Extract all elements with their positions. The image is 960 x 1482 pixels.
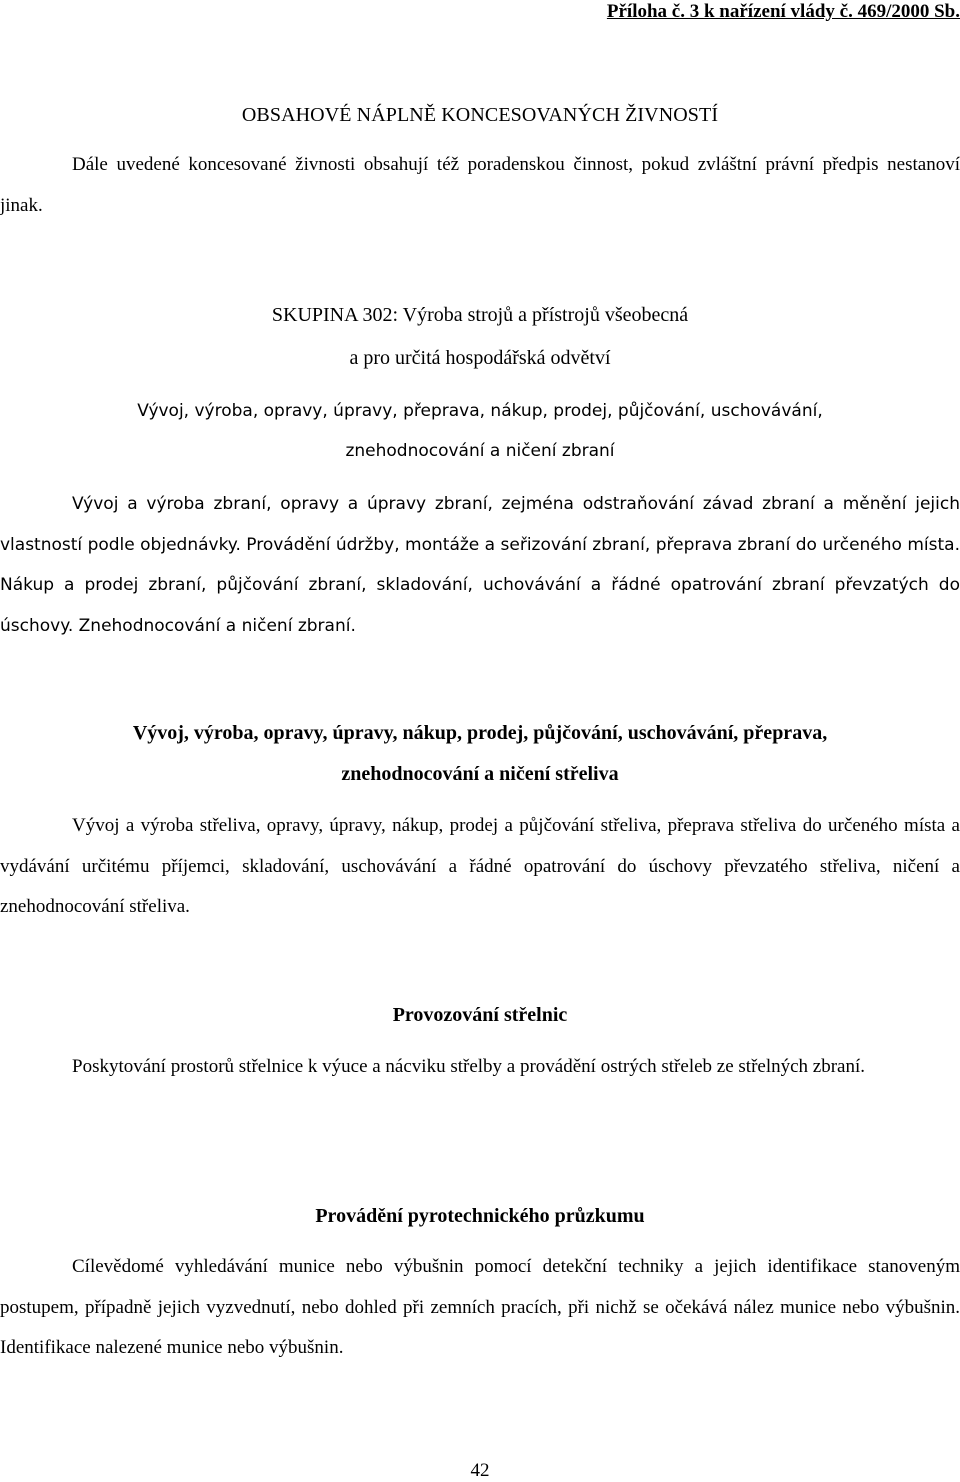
section-1-heading-line1: Vývoj, výroba, opravy, úpravy, přeprava, nákup, prodej, půjčování, uschovávání,	[137, 401, 823, 421]
annex-header: Příloha č. 3 k nařízení vlády č. 469/2000 Sb.	[606, 1, 960, 22]
section-4-heading: Provádění pyrotechnického průzkumu	[315, 1205, 645, 1227]
section-3-body	[0, 1047, 960, 1088]
section-2-body-text: Vývoj a výroba střeliva, opravy, úpravy, nákup, prodej a půjčování střeliva, přeprava střeliva do určeného místa a vydávání určitému příjemci, skladování, uschovávání a řádné opatrování do úschovy převzatého střeliva, ničení a znehodnocování střeliva.	[0, 815, 960, 917]
intro-paragraph	[0, 145, 960, 226]
page-number: 42	[470, 1460, 490, 1481]
intro-text: Dále uvedené koncesované živnosti obsahují též poradenskou činnost, pokud zvláštní právní předpis nestanoví jinak.	[0, 154, 960, 216]
document-title: OBSAHOVÉ NÁPLNĚ KONCESOVANÝCH ŽIVNOSTÍ	[241, 104, 719, 126]
group-title-line1: SKUPINA 302: Výroba strojů a přístrojů všeobecná	[271, 304, 689, 326]
section-1-body	[0, 484, 960, 646]
group-title-line2: a pro určitá hospodářská odvětví	[349, 347, 611, 369]
section-4-body-text: Cílevědomé vyhledávání munice nebo výbušnin pomocí detekční techniky a jejich identifikace stanoveným postupem, případně jejich vyzvednutí, nebo dohled při zemních pracích, při nichž se očekává nález munice nebo výbušnin. Identifikace nalezené munice nebo výbušnin.	[0, 1256, 960, 1358]
section-4-body	[0, 1247, 960, 1369]
section-3-heading: Provozování střelnic	[392, 1004, 568, 1026]
section-3-body-text: Poskytování prostorů střelnice k výuce a nácviku střelby a provádění ostrých střeleb ze střelných zbraní.	[72, 1056, 866, 1077]
section-1-heading-line2: znehodnocování a ničení zbraní	[345, 441, 615, 461]
section-2-body	[0, 806, 960, 928]
section-1-body-text: Vývoj a výroba zbraní, opravy a úpravy zbraní, zejména odstraňování závad zbraní a měnění jejich vlastností podle objednávky. Provádění údržby, montáže a seřizování zbraní, přeprava zbraní do určeného místa. Nákup a prodej zbraní, půjčování zbraní, skladování, uchovávání a řádné opatrování zbraní převzatých do úschovy. Znehodnocování a ničení zbraní.	[0, 494, 960, 636]
section-2-heading-line1: Vývoj, výroba, opravy, úpravy, nákup, prodej, půjčování, uschovávání, přeprava,	[132, 722, 828, 744]
section-2-heading-line2: znehodnocování a ničení střeliva	[341, 763, 619, 785]
